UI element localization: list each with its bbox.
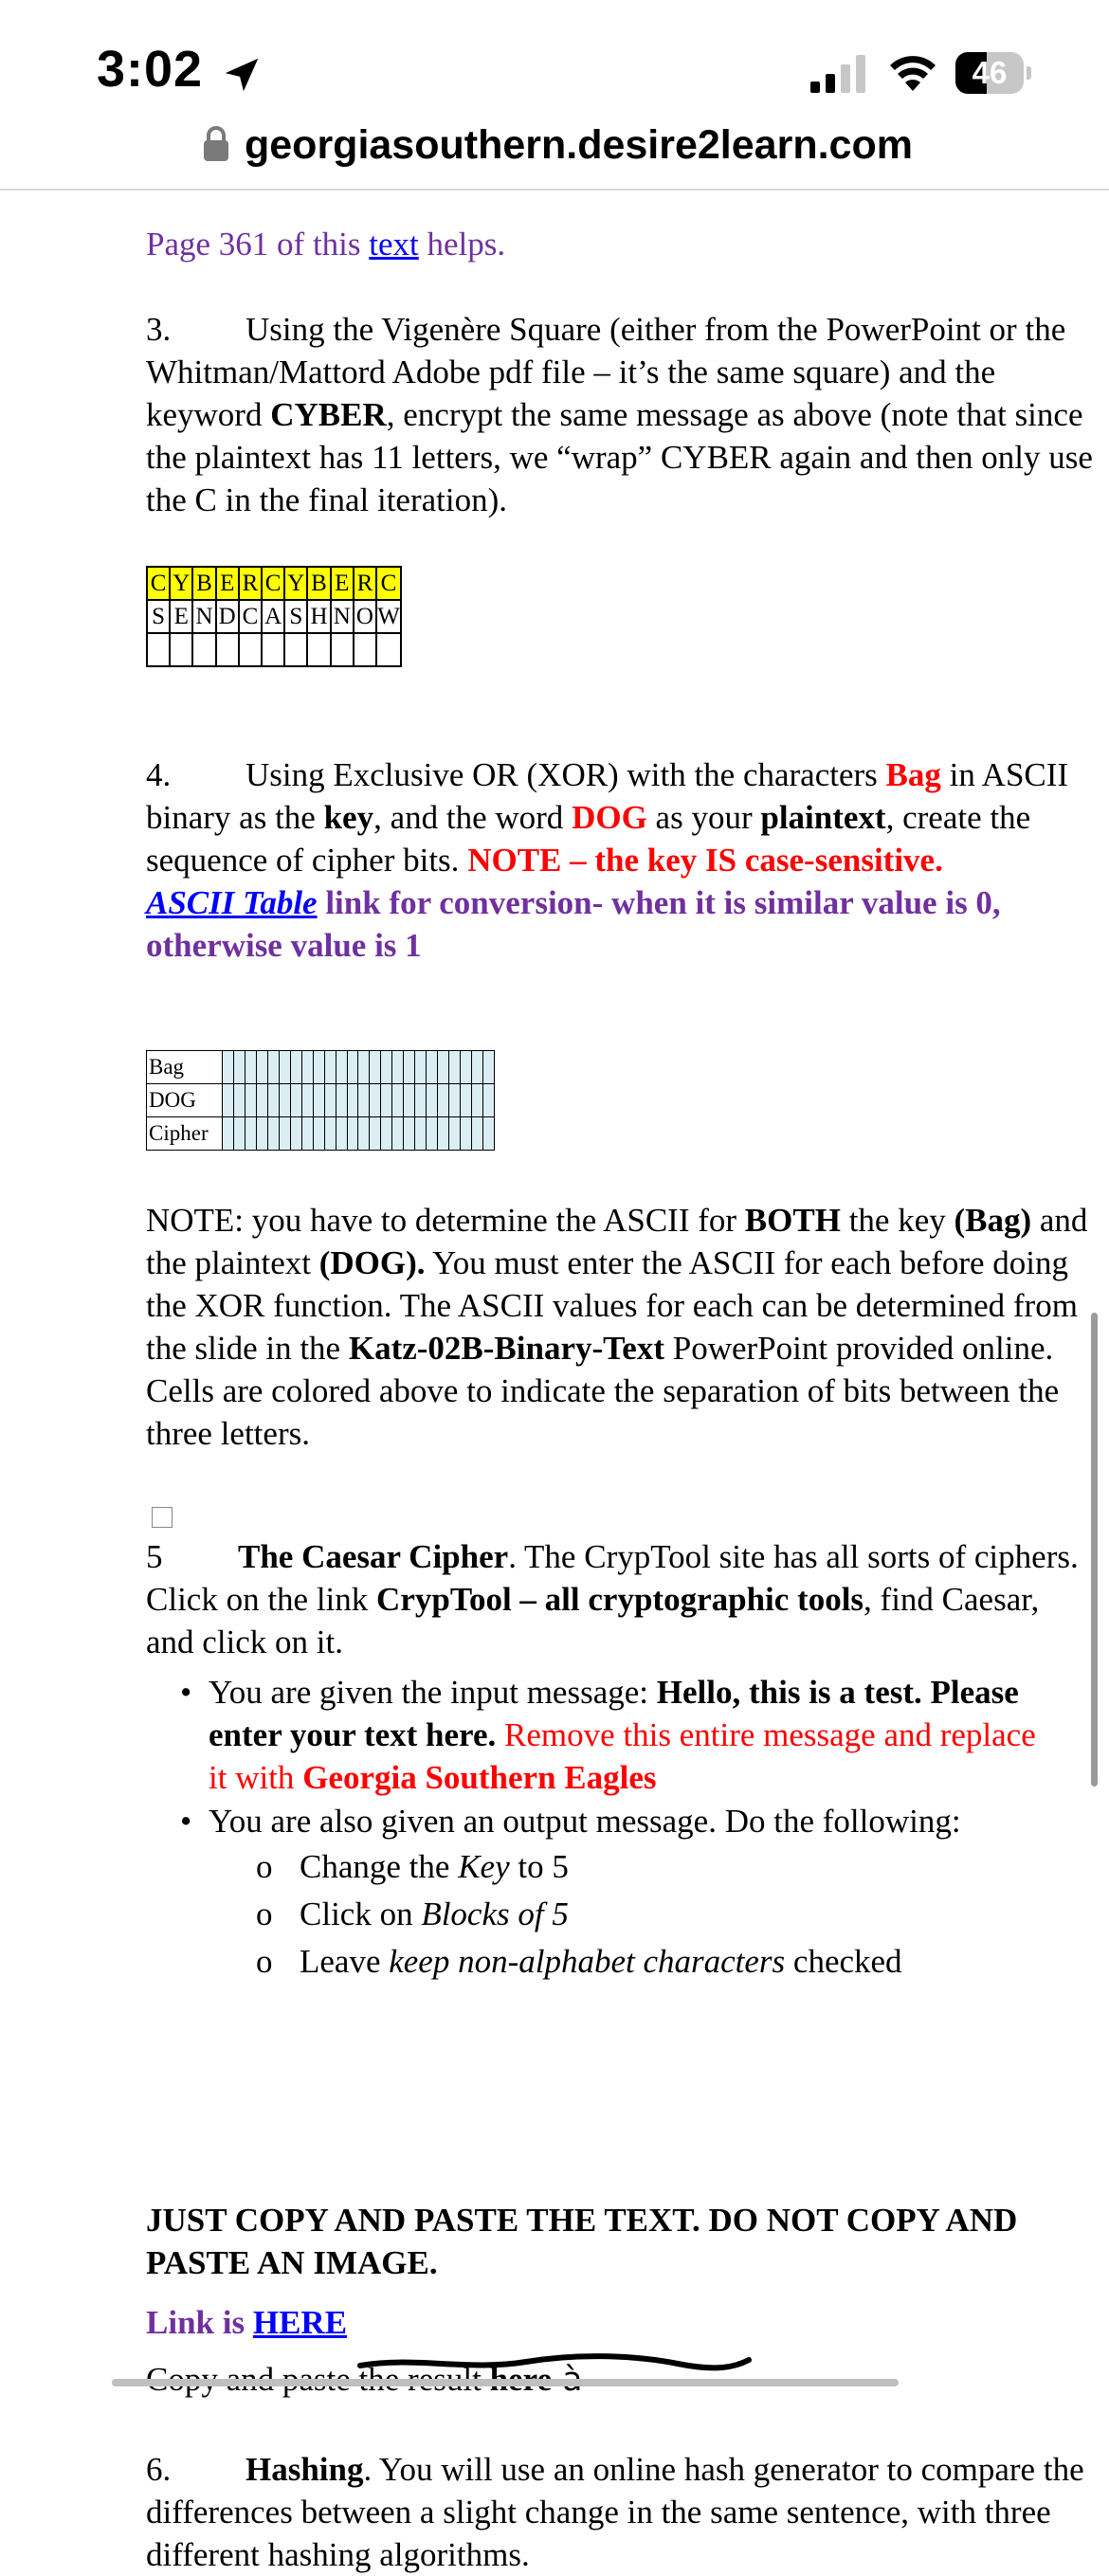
bit-cell[interactable] xyxy=(324,1084,336,1117)
wifi-icon xyxy=(889,53,936,93)
battery-cap xyxy=(1027,66,1031,80)
bit-cell[interactable] xyxy=(267,1117,279,1151)
xor-row-label: DOG xyxy=(147,1084,223,1117)
bit-cell[interactable] xyxy=(482,1117,494,1151)
bit-cell[interactable] xyxy=(427,1051,438,1084)
bit-cell[interactable] xyxy=(256,1117,267,1151)
bit-cell[interactable] xyxy=(370,1084,381,1117)
bit-cell[interactable] xyxy=(223,1051,234,1084)
bit-cell[interactable] xyxy=(358,1117,370,1151)
xor-row-cipher xyxy=(147,1117,495,1151)
plaintext-cell: D xyxy=(216,600,239,633)
bit-cell[interactable] xyxy=(381,1117,392,1151)
address-bar[interactable] xyxy=(0,116,1109,190)
question-4-text xyxy=(146,753,1094,967)
plaintext-cell: A xyxy=(262,600,284,633)
step-text: Click on xyxy=(300,1896,422,1932)
cipher-cell[interactable] xyxy=(307,633,330,666)
key-cell: Y xyxy=(284,567,307,600)
replacement-message: Georgia Southern Eagles xyxy=(302,1759,657,1796)
bit-cell[interactable] xyxy=(392,1117,404,1151)
bit-cell[interactable] xyxy=(245,1051,256,1084)
question-number: 6. xyxy=(146,2451,172,2488)
bit-cell[interactable] xyxy=(392,1051,404,1084)
scribble-mark xyxy=(355,2350,754,2375)
note-text-5: PowerPoint provided online. Cells are colored above to indicate the separation of bits between the three letters. xyxy=(146,1330,1060,1452)
bit-cell[interactable] xyxy=(381,1051,392,1084)
case-sensitive-note: NOTE – the key IS case-sensitive. xyxy=(467,842,943,879)
intro-line xyxy=(146,223,1094,265)
bit-cell[interactable] xyxy=(392,1084,404,1117)
step-text-end: checked xyxy=(785,1943,902,1980)
clock: 3:02 xyxy=(97,41,204,98)
bit-cell[interactable] xyxy=(301,1117,313,1151)
bit-cell[interactable] xyxy=(223,1117,234,1151)
q4-text-5: , create the sequence of cipher bits. xyxy=(146,799,1031,879)
cipher-cell[interactable] xyxy=(192,633,215,666)
plaintext-cell: N xyxy=(331,600,354,633)
cipher-cell[interactable] xyxy=(262,633,284,666)
bit-cell[interactable] xyxy=(279,1051,290,1084)
bit-cell[interactable] xyxy=(256,1084,267,1117)
question-number: 5 xyxy=(146,1538,163,1575)
key-cell: B xyxy=(192,567,215,600)
bit-cell[interactable] xyxy=(336,1084,347,1117)
bit-cell[interactable] xyxy=(223,1084,234,1117)
sub-bullet-icon: o xyxy=(256,1943,273,1980)
bullet-input-message xyxy=(146,1671,1062,1799)
bit-cell[interactable] xyxy=(256,1051,267,1084)
plaintext-cell: E xyxy=(170,600,192,633)
bit-cell[interactable] xyxy=(336,1051,347,1084)
bit-cell[interactable] xyxy=(324,1051,336,1084)
bit-cell[interactable] xyxy=(313,1084,324,1117)
question-3-text xyxy=(146,308,1094,521)
location-arrow-icon xyxy=(220,53,264,97)
caesar-instructions xyxy=(146,1671,1094,1983)
ascii-table-link[interactable]: ASCII Table xyxy=(146,884,318,921)
bit-cell[interactable] xyxy=(415,1117,427,1151)
bit-cell[interactable] xyxy=(313,1117,324,1151)
cipher-cell[interactable] xyxy=(376,633,401,666)
plaintext-label: plaintext xyxy=(760,799,886,836)
key-label: key xyxy=(323,799,374,836)
bullet-output-message xyxy=(146,1800,1094,1842)
plain-word-dog: DOG xyxy=(572,799,647,836)
key-cell: C xyxy=(376,567,401,600)
bit-cell[interactable] xyxy=(438,1117,449,1151)
bit-cell[interactable] xyxy=(472,1084,483,1117)
step-text: Change the xyxy=(300,1848,459,1885)
xor-row-dog xyxy=(147,1084,495,1117)
home-indicator[interactable] xyxy=(112,2379,899,2386)
q5-text-2: , find Caesar, and click on it. xyxy=(146,1581,1040,1660)
key-cell: B xyxy=(307,567,330,600)
bit-cell[interactable] xyxy=(415,1051,427,1084)
cipher-cell[interactable] xyxy=(284,633,307,666)
note-katz-powerpoint: Katz-02B-Binary-Text xyxy=(348,1330,664,1367)
note-text-2: the key xyxy=(840,1202,954,1239)
battery-percent: 46 xyxy=(972,55,1008,90)
step-blocks: Blocks of 5 xyxy=(421,1896,569,1932)
bit-cell[interactable] xyxy=(336,1117,347,1151)
cipher-cell[interactable] xyxy=(147,633,170,666)
plaintext-cell: S xyxy=(147,600,170,633)
status-bar xyxy=(0,0,1109,133)
bit-cell[interactable] xyxy=(290,1084,301,1117)
q4-text-3: , and the word xyxy=(373,799,573,836)
link-label: Link is xyxy=(146,2304,253,2341)
intro-text: Page 361 of this xyxy=(146,226,370,263)
q4-text-1: Using Exclusive OR (XOR) with the characters xyxy=(245,756,886,793)
bit-cell[interactable] xyxy=(449,1051,461,1084)
text-link[interactable]: text xyxy=(369,226,419,263)
cipher-cell[interactable] xyxy=(354,633,376,666)
question-number: 3. xyxy=(146,311,172,348)
plaintext-row xyxy=(147,600,401,633)
key-cell: C xyxy=(147,567,170,600)
bit-cell[interactable] xyxy=(301,1084,313,1117)
bit-cell[interactable] xyxy=(461,1117,472,1151)
here-link[interactable]: HERE xyxy=(252,2304,348,2341)
bit-cell[interactable] xyxy=(234,1117,245,1151)
key-cell: Y xyxy=(170,567,192,600)
key-row xyxy=(147,567,401,600)
cipher-cell[interactable] xyxy=(331,633,354,666)
caesar-title: The Caesar Cipher xyxy=(238,1538,509,1575)
bit-cell[interactable] xyxy=(370,1117,381,1151)
bit-cell[interactable] xyxy=(279,1117,290,1151)
cipher-cell[interactable] xyxy=(170,633,192,666)
bit-cell[interactable] xyxy=(347,1051,358,1084)
input-message-label: You are given the input message: xyxy=(209,1674,657,1711)
bit-cell[interactable] xyxy=(267,1084,279,1117)
q4-text-2: in ASCII binary as the xyxy=(146,756,1069,836)
key-cell: C xyxy=(262,567,284,600)
vigenere-table xyxy=(146,566,402,667)
address-bar-divider xyxy=(0,189,1109,190)
xor-row-label: Cipher xyxy=(147,1117,223,1151)
bit-cell[interactable] xyxy=(358,1084,370,1117)
bit-cell[interactable] xyxy=(381,1084,392,1117)
bit-cell[interactable] xyxy=(234,1084,245,1117)
bit-cell[interactable] xyxy=(404,1084,415,1117)
replace-instruction: Remove this entire message and replace it with xyxy=(209,1716,1036,1796)
bit-cell[interactable] xyxy=(404,1051,415,1084)
question-number: 4. xyxy=(146,756,172,793)
output-message-label: You are also given an output message. Do the following: xyxy=(209,1803,961,1840)
bit-cell[interactable] xyxy=(279,1084,290,1117)
bit-cell[interactable] xyxy=(245,1084,256,1117)
q3-text-2: , encrypt the same message as above (note that since the plaintext has 11 letters, we “wrap” CYBER again and then only use the C in the final iteration). xyxy=(146,396,1093,518)
bit-cell[interactable] xyxy=(370,1051,381,1084)
plaintext-cell: H xyxy=(307,600,330,633)
xor-row-label: Bag xyxy=(147,1051,223,1084)
bit-cell[interactable] xyxy=(415,1084,427,1117)
note-dog: (DOG). xyxy=(318,1244,426,1281)
bit-cell[interactable] xyxy=(438,1051,449,1084)
question-5-text xyxy=(146,1535,1094,1663)
step-change-key xyxy=(146,1845,1094,1888)
scrollbar[interactable] xyxy=(1091,1313,1098,1787)
input-message: Hello, this is a test. Please enter your text here. xyxy=(209,1674,1019,1753)
bit-cell[interactable] xyxy=(472,1051,483,1084)
cellular-signal-icon xyxy=(809,55,869,93)
note-bag: (Bag) xyxy=(954,1202,1032,1239)
note-text-3: and the plaintext xyxy=(146,1202,1088,1281)
link-line xyxy=(146,2301,1094,2344)
bit-cell[interactable] xyxy=(313,1051,324,1084)
plaintext-cell: S xyxy=(284,600,307,633)
copy-warning xyxy=(146,2199,1094,2284)
step-option: keep non-alphabet characters xyxy=(389,1943,786,1980)
ascii-link-text: link for conversion- when it is similar value is 0, otherwise value is 1 xyxy=(146,884,1001,964)
cipher-cell[interactable] xyxy=(216,633,239,666)
q4-text-4: as your xyxy=(646,799,761,836)
bit-cell[interactable] xyxy=(449,1117,461,1151)
bit-cell[interactable] xyxy=(358,1051,370,1084)
bullet-icon: • xyxy=(180,1674,192,1711)
bit-cell[interactable] xyxy=(290,1117,301,1151)
placeholder-checkbox[interactable] xyxy=(152,1507,173,1528)
cryptool-name: CrypTool – all cryptographic tools xyxy=(376,1581,864,1618)
step-text-end: to 5 xyxy=(509,1848,569,1885)
battery-indicator xyxy=(955,52,1031,94)
bit-cell[interactable] xyxy=(427,1117,438,1151)
key-cell: R xyxy=(239,567,262,600)
step-key: Key xyxy=(458,1848,510,1885)
sub-bullet-icon: o xyxy=(256,1896,273,1932)
hashing-title: Hashing xyxy=(245,2451,364,2488)
xor-table xyxy=(146,1050,495,1151)
note-both: BOTH xyxy=(744,1202,841,1239)
bullet-icon: • xyxy=(180,1803,192,1840)
bit-cell[interactable] xyxy=(347,1117,358,1151)
bit-cell[interactable] xyxy=(245,1117,256,1151)
q3-text-1: Using the Vigenère Square (either from the PowerPoint or the Whitman/Mattord Adobe pdf file – it’s the same square) and the keyword xyxy=(146,311,1066,433)
ciphertext-row xyxy=(147,633,401,666)
battery-body xyxy=(955,52,1024,94)
bit-cell[interactable] xyxy=(427,1084,438,1117)
intro-text-end: helps. xyxy=(418,226,506,263)
plaintext-cell: O xyxy=(354,600,376,633)
url-text[interactable]: georgiasouthern.desire2learn.com xyxy=(245,122,913,168)
bit-cell[interactable] xyxy=(461,1084,472,1117)
bit-cell[interactable] xyxy=(449,1084,461,1117)
key-cell: R xyxy=(354,567,376,600)
plaintext-cell: N xyxy=(192,600,215,633)
bit-cell[interactable] xyxy=(301,1051,313,1084)
plaintext-cell: W xyxy=(376,600,401,633)
ascii-note xyxy=(146,1199,1094,1455)
keyword-cyber: CYBER xyxy=(270,396,387,433)
bit-cell[interactable] xyxy=(482,1051,494,1084)
q6-text: . You will use an online hash generator to compare the differences between a slight change in the same sentence, with three different hashing algorithms. xyxy=(146,2451,1084,2573)
bit-cell[interactable] xyxy=(461,1051,472,1084)
key-cell: E xyxy=(331,567,354,600)
bit-cell[interactable] xyxy=(267,1051,279,1084)
bit-cell[interactable] xyxy=(290,1051,301,1084)
plaintext-cell: C xyxy=(239,600,262,633)
bit-cell[interactable] xyxy=(234,1051,245,1084)
bit-cell[interactable] xyxy=(324,1117,336,1151)
step-text: Leave xyxy=(300,1943,390,1980)
sub-bullet-icon: o xyxy=(256,1848,273,1885)
note-text-1: NOTE: you have to determine the ASCII for xyxy=(146,1202,745,1239)
bit-cell[interactable] xyxy=(438,1084,449,1117)
key-word-bag: Bag xyxy=(885,756,941,793)
q5-text-1: . The CrypTool site has all sorts of ciphers. Click on the link xyxy=(146,1538,1079,1618)
question-6-text xyxy=(146,2448,1094,2576)
bit-cell[interactable] xyxy=(472,1117,483,1151)
cipher-cell[interactable] xyxy=(239,633,262,666)
note-text-4: You must enter the ASCII for each before doing the XOR function. The ASCII values for each can be determined from the slide in the xyxy=(146,1244,1078,1367)
step-keep-non-alphabet xyxy=(146,1940,1094,1983)
bit-cell[interactable] xyxy=(482,1084,494,1117)
xor-row-bag xyxy=(147,1051,495,1084)
copy-warning-text: JUST COPY AND PASTE THE TEXT. DO NOT COPY AND PASTE AN IMAGE. xyxy=(146,2202,1018,2281)
key-cell: E xyxy=(216,567,239,600)
bit-cell[interactable] xyxy=(347,1084,358,1117)
lock-icon xyxy=(202,125,230,163)
step-blocks-of-5 xyxy=(146,1893,1094,1935)
bit-cell[interactable] xyxy=(404,1117,415,1151)
